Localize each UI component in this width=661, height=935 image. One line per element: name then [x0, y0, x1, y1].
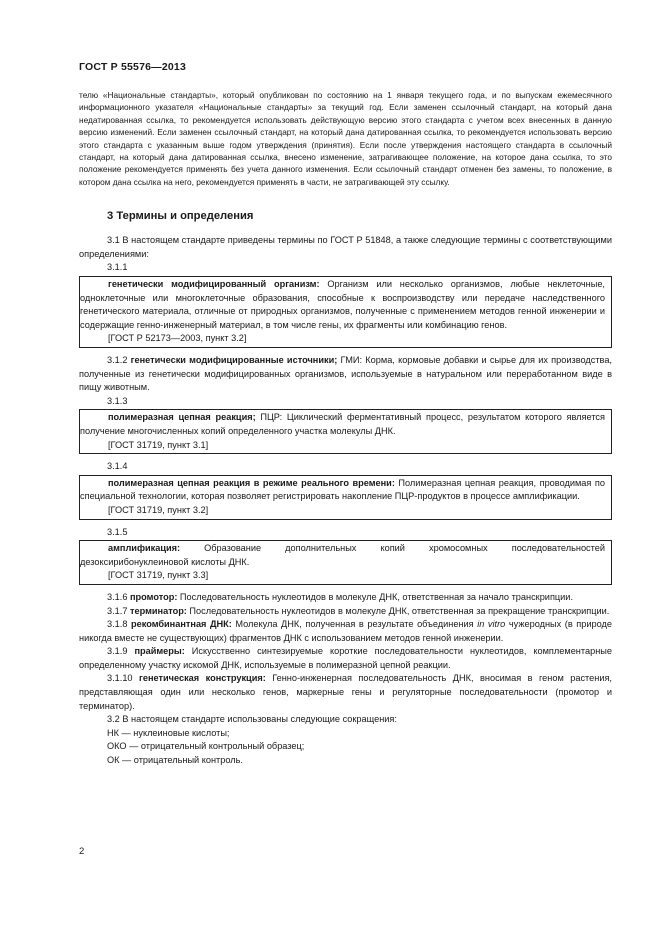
term-number-3-1-5: 3.1.5: [107, 526, 128, 537]
term-definition-3-1-6: [79, 591, 612, 605]
term-box-3-1-3: [79, 409, 612, 454]
term-3-1-4: полимеразная цепная реакция в режиме реального времени:: [108, 477, 395, 488]
term-reference-3-1-4: [ГОСТ 31719, пункт 3.2]: [108, 504, 209, 515]
term-box-3-1-1: [79, 276, 612, 348]
term-reference-3-1-3: [ГОСТ 31719, пункт 3.1]: [108, 439, 209, 450]
paragraph-3-1: 3.1 В настоящем стандарте приведены термины по ГОСТ Р 51848, а также следующие термины с соответствующими определениями:: [79, 235, 612, 259]
term-number-3-1-7: 3.1.7: [107, 605, 128, 616]
definition-3-1-1: Организм или несколько организмов, любые неклеточные, одноклеточные или многоклеточные образования, способные к воспроизводству или передаче наследственного генетического материала, отличные от природных организмов, полученные с применением методов генной инженерии и содержащие генно-инженерный материал, в том числе гены, их фрагменты или комбинацию генов.: [80, 279, 605, 330]
term-definition-3-1-4: [80, 477, 605, 504]
term-definition-3-1-2: [79, 354, 612, 395]
term-definition-3-1-3: [80, 411, 605, 438]
term-3-1-5: амплификация:: [108, 543, 181, 554]
term-definition-3-1-8: [79, 618, 612, 645]
intro-paragraph: телю «Национальные стандарты», который опубликован по состоянию на 1 января текущего года, и по выпускам ежемесячного информационного указателя «Национальные стандарты» за текущий год. Если заменен ссылочный стандарт, на который дана недатированная ссылка, то рекомендуется использовать действующую версию этого стандарта с учетом всех внесенных в данную версию изменений. Если заменен ссылочный стандарт, на который дана датированная ссылка, то рекомендуется использовать версию этого стандарта с указанным выше годом утверждения (принятия). Если после утверждения настоящего стандарта в ссылочный стандарт, на который дана датированная ссылка, внесено изменение, затрагивающее положение, на которое дана ссылка, то это положение рекомендуется применять без учета данного изменения. Если ссылочный стандарт отменен без замены, то положение, в котором дана ссылка на него, рекомендуется применять в части, не затрагивающей эту ссылку.: [79, 90, 612, 187]
definition-3-1-9: Искусственно синтезируемые короткие последовательности нуклеотидов, комплементарные определенному участку искомой ДНК, используемые в полимеразной цепной реакции.: [79, 646, 612, 670]
definition-3-1-8-italic: in vitro: [477, 619, 506, 630]
term-number-3-1-8: 3.1.8: [107, 619, 128, 630]
term-3-1-10: генетическая конструкция:: [139, 673, 266, 684]
document-header: ГОСТ Р 55576—2013: [79, 61, 187, 73]
term-reference-3-1-5: [ГОСТ 31719, пункт 3.3]: [108, 570, 209, 581]
term-number-3-1-4: 3.1.4: [107, 461, 128, 472]
term-number-3-1-1: 3.1.1: [107, 262, 128, 273]
term-definition-3-1-1: [80, 278, 605, 332]
term-3-1-1: генетически модифицированный организм:: [108, 279, 320, 290]
term-number-3-1-6: 3.1.6: [107, 591, 128, 602]
abbreviation-item: ОК — отрицательный контроль.: [107, 755, 243, 766]
abbreviation-item: НК — нуклеиновые кислоты;: [107, 727, 230, 738]
term-3-1-9: праймеры:: [134, 646, 185, 657]
definition-3-1-4: Полимеразная цепная реакция, проводимая по специальной технологии, которая позволяет регистрировать накопление ПЦР-продуктов в процессе амплификации.: [80, 477, 605, 502]
definition-3-1-7: Последовательность нуклеотидов в молекуле ДНК, ответственная за прекращение транскрипции.: [186, 605, 610, 616]
term-3-1-3: полимеразная цепная реакция;: [108, 412, 256, 423]
term-number-3-1-3: 3.1.3: [107, 395, 128, 406]
term-box-3-1-5: [79, 540, 612, 585]
term-definition-3-1-7: [79, 605, 612, 619]
term-number-3-1-9: 3.1.9: [107, 646, 128, 657]
section-title: 3 Термины и определения: [107, 210, 254, 223]
definition-3-1-6: Последовательность нуклеотидов в молекуле ДНК, ответственная за начало транскрипции.: [177, 591, 573, 602]
definition-3-1-10: Генно-инженерная последовательность ДНК, вносимая в геном растения, представляющая один или несколько генов, маркерные гены и регуляторные последовательности (промотор и терминатор).: [79, 673, 612, 711]
term-box-3-1-4: [79, 475, 612, 520]
term-reference-3-1-1: [ГОСТ Р 52173—2003, пункт 3.2]: [108, 333, 247, 344]
definition-3-1-5: Образование дополнительных копий хромосомных последовательностей дезоксирибонуклеиновой кислоты ДНК.: [80, 543, 605, 567]
page-content: [79, 89, 612, 768]
abbreviation-item: ОКО — отрицательный контрольный образец;: [107, 741, 305, 752]
term-3-1-8: рекомбинантная ДНК:: [131, 619, 232, 630]
definition-3-1-8-part-b: чужеродных (в природе никогда вместе не существующих) фрагментов ДНК с использованием методов генной инженерии.: [79, 619, 613, 643]
term-3-1-7: терминатор:: [130, 605, 187, 616]
term-definition-3-1-5: [80, 542, 605, 569]
definition-3-1-2: ГМИ: Корма, кормовые добавки и сырье для их производства, полученные из генетически модифицированных организмов, используемые в натуральном или переработанном виде в пищу животным.: [79, 355, 612, 393]
term-3-1-6: промотор:: [130, 591, 178, 602]
term-number-3-1-2: 3.1.2: [107, 355, 128, 365]
definition-3-1-3: ПЦР: Циклический ферментативный процесс, результатом которого является получение многочисленных копий определенного участка молекулы ДНК.: [80, 412, 605, 436]
definition-3-1-8-part-a: Молекула ДНК, полученная в результате объединения: [231, 619, 478, 630]
term-3-1-2: генетически модифицированные источники;: [130, 355, 338, 365]
term-definition-3-1-9: [79, 645, 612, 672]
term-definition-3-1-10: [79, 672, 612, 713]
term-number-3-1-10: 3.1.10: [107, 673, 133, 684]
page-number: 2: [79, 846, 85, 857]
paragraph-3-2: 3.2 В настоящем стандарте использованы следующие сокращения:: [107, 714, 397, 725]
